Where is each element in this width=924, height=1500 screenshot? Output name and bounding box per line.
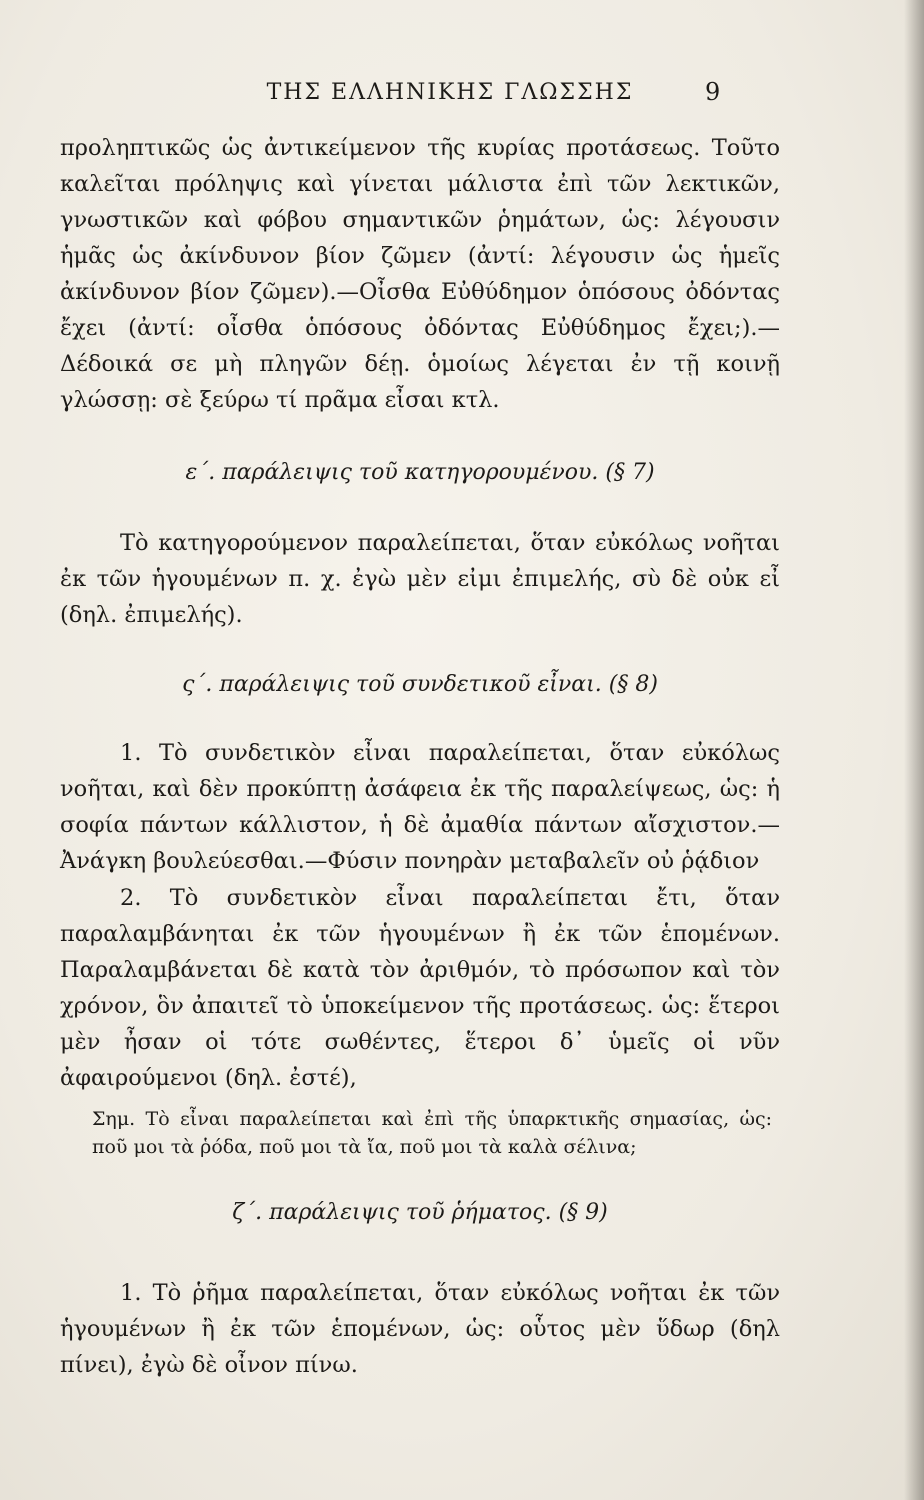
page-number: 9 xyxy=(705,78,721,106)
section-st-item1: 1. Τὸ συνδετικὸν εἶναι παραλείπεται, ὅταν εὐκόλως νοῆται, καὶ δὲν προκύπτῃ ἀσάφεια ἐκ τῆς παραλείψεως, ὡς: ἡ σοφία πάντων κάλλιστον, ἡ δὲ ἀμαθία πάντων αἴσχιστον.—Ἀνάγκη βουλεύεσθαι.—Φύσιν πονηρὰν μεταβαλεῖν οὐ ῥᾴδιον xyxy=(60,740,780,874)
section-z-heading: ζ΄. παράλειψις τοῦ ῥήματος. (§ 9) xyxy=(232,1200,608,1225)
section-st-heading: ς΄. παράλειψις τοῦ συνδετικοῦ εἶναι. (§ 8) xyxy=(182,672,658,697)
section-st-item2-block xyxy=(60,880,780,1096)
section-e-paragraph: Τὸ κατηγορούμενον παραλείπεται, ὅταν εὐκόλως νοῆται ἐκ τῶν ἡγουμένων π. χ. ἐγὼ μὲν εἰμι ἐπιμελής, σὺ δὲ οὐκ εἶ (δηλ. ἐπιμελής). xyxy=(60,530,780,628)
section-e-block xyxy=(60,525,780,633)
intro-paragraph-block xyxy=(60,130,780,418)
section-st-note: Σημ. Τὸ εἶναι παραλείπεται καὶ ἐπὶ τῆς ὑπαρκτικῆς σημασίας, ὡς: ποῦ μοι τὰ ῥόδα, ποῦ μοι τὰ ἴα, ποῦ μοι τὰ καλὰ σέλινα; xyxy=(92,1108,772,1158)
page-edge-shadow xyxy=(904,0,924,1500)
section-st-item2: 2. Τὸ συνδετικὸν εἶναι παραλείπεται ἔτι, ὅταν παραλαμβάνηται ἐκ τῶν ἡγουμένων ἢ ἐκ τῶν ἑπομένων. Παραλαμβάνεται δὲ κατὰ τὸν ἀριθμόν, τὸ πρόσωπον καὶ τὸν χρόνον, ὃν ἀπαιτεῖ τὸ ὑποκείμενον τῆς προτάσεως. ὡς: ἕτεροι μὲν ἦσαν οἱ τότε σωθέντες, ἕτεροι δ᾿ ὑμεῖς οἱ νῦν ἀφαιρούμενοι (δηλ. ἐστέ), xyxy=(60,885,780,1091)
section-z-item1: 1. Τὸ ῥῆμα παραλείπεται, ὅταν εὐκόλως νοῆται ἐκ τῶν ἡγουμένων ἢ ἐκ τῶν ἑπομένων, ὡς: οὗτος μὲν ὕδωρ (δηλ πίνει), ἐγὼ δὲ οἶνον πίνω. xyxy=(60,1280,780,1378)
section-st-item1-block xyxy=(60,735,780,879)
intro-paragraph: προληπτικῶς ὡς ἀντικείμενον τῆς κυρίας προτάσεως. Τοῦτο καλεῖται πρόληψις καὶ γίνεται μάλιστα ἐπὶ τῶν λεκτικῶν, γνωστικῶν καὶ φόβου σημαντικῶν ῥημάτων, ὡς: λέγουσιν ἡμᾶς ὡς ἀκίνδυνον βίον ζῶμεν (ἀντί: λέγουσιν ὡς ἡμεῖς ἀκίνδυνον βίον ζῶμεν).—Οἶσθα Εὐθύδημον ὁπόσους ὀδόντας ἔχει (ἀντί: οἶσθα ὁπόσους ὀδόντας Εὐθύδημος ἔχει;).—Δέδοικά σε μὴ πληγῶν δέῃ. ὁμοίως λέγεται ἐν τῇ κοινῇ γλώσσῃ: σὲ ξεύρω τί πρᾶμα εἶσαι κτλ. xyxy=(60,135,780,413)
running-title: ΤΗΣ ΕΛΛΗΝΙΚΗΣ ΓΛΩΣΣΗΣ xyxy=(266,80,634,105)
section-z-item1-block xyxy=(60,1275,780,1383)
section-e-heading: ε΄. παράλειψις τοῦ κατηγορουμένου. (§ 7) xyxy=(185,460,655,485)
